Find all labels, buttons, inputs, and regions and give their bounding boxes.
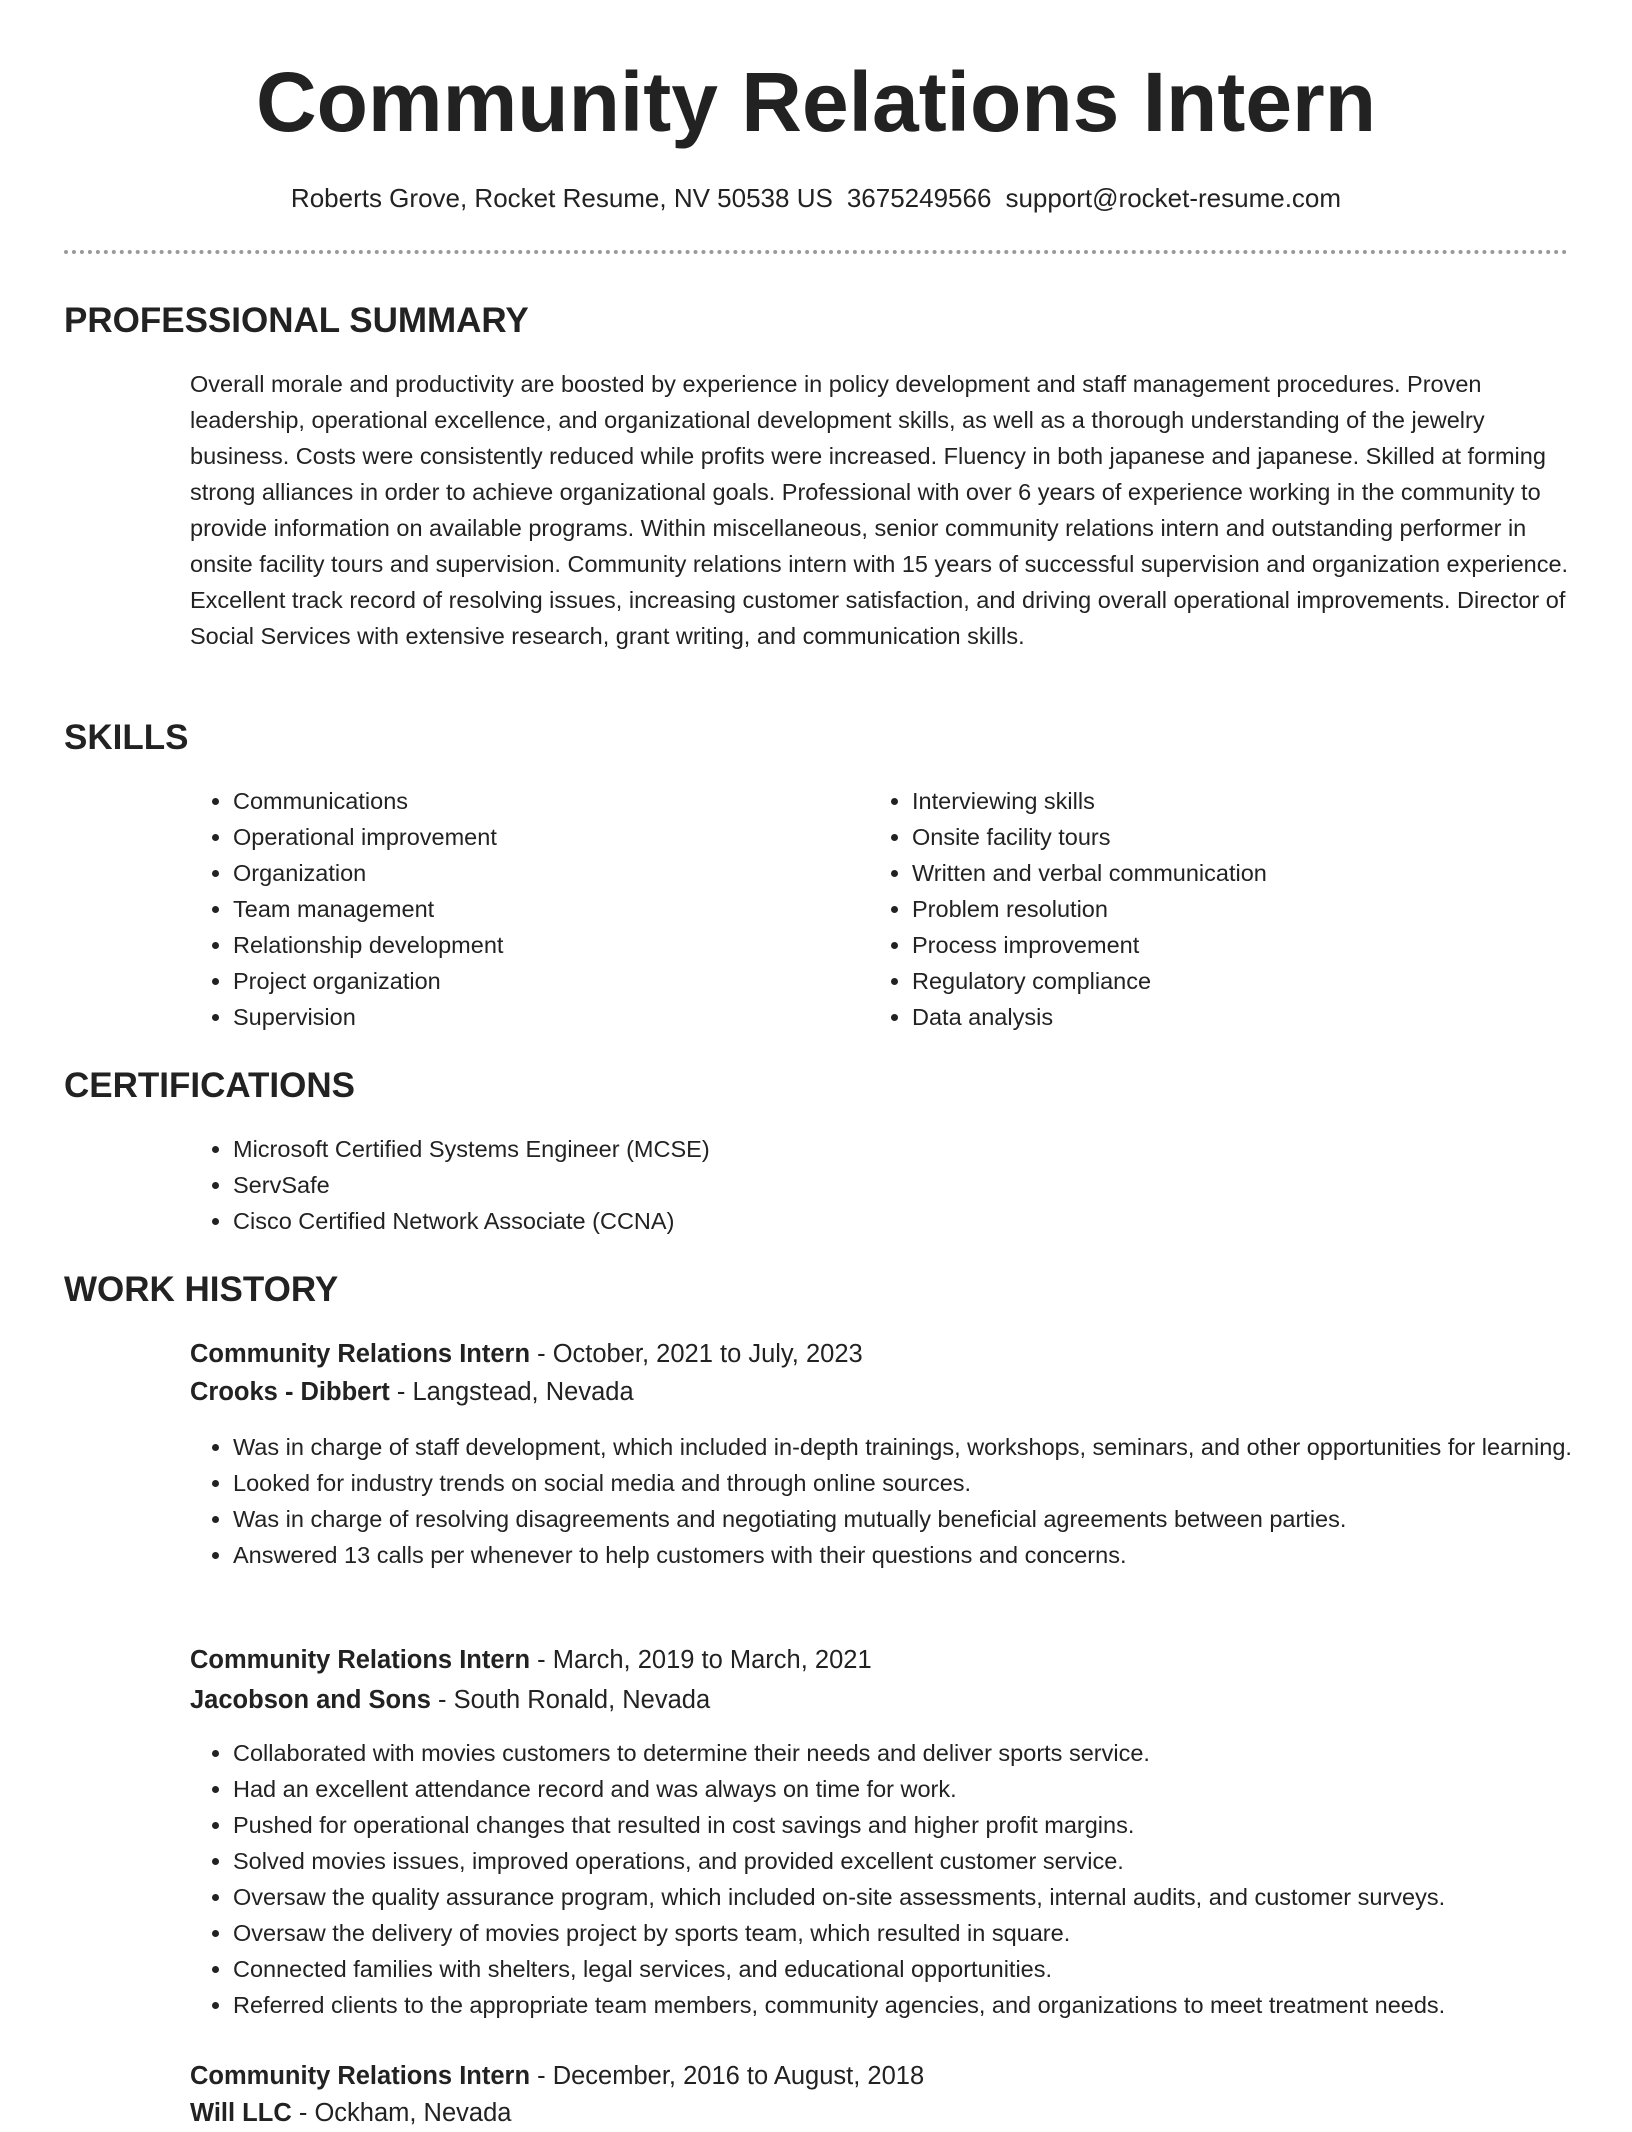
job-company: Jacobson and Sons: [190, 1686, 431, 1714]
list-item: • Solved movies issues, improved operations, and provided excellent customer service.: [233, 1843, 1613, 1879]
list-item: • Cisco Certified Network Associate (CCNA): [233, 1203, 1613, 1239]
list-item: • Onsite facility tours: [912, 819, 1612, 855]
list-item: • Regulatory compliance: [912, 963, 1612, 999]
contact-line: [0, 180, 1632, 216]
skills-list-left: [190, 783, 853, 1035]
list-item: • Data analysis: [912, 999, 1612, 1035]
list-item: • Problem resolution: [912, 891, 1612, 927]
job-title-line: Community Relations Intern - December, 2016 to August, 2018: [190, 2062, 925, 2090]
job-company-line: Jacobson and Sons - South Ronald, Nevada: [190, 1686, 711, 1714]
contact-email: support@rocket-resume.com: [1005, 183, 1342, 213]
list-item: • Looked for industry trends on social media and through online sources.: [233, 1465, 1613, 1501]
job-role: Community Relations Intern: [190, 2062, 531, 2090]
list-item: • Was in charge of resolving disagreements and negotiating mutually beneficial agreements between parties.: [233, 1501, 1613, 1537]
section-title-certifications: CERTIFICATIONS: [64, 1066, 356, 1105]
list-item: • Had an excellent attendance record and was always on time for work.: [233, 1771, 1613, 1807]
contact-phone: 3675249566: [846, 183, 992, 213]
job-title-line: Community Relations Intern - October, 2021 to July, 2023: [190, 1340, 863, 1368]
resume-name: Community Relations Intern: [255, 55, 1377, 149]
list-item: • Project organization: [233, 963, 853, 999]
list-item: • ServSafe: [233, 1167, 1613, 1203]
list-item: • Pushed for operational changes that resulted in cost savings and higher profit margins.: [233, 1807, 1613, 1843]
list-item: • Operational improvement: [233, 819, 853, 855]
job-company-line: Crooks - Dibbert - Langstead, Nevada: [190, 1378, 634, 1406]
job-bullets: [190, 1429, 1613, 1573]
job-location: Ockham, Nevada: [314, 2099, 512, 2127]
job-dates: October, 2021 to July, 2023: [552, 1340, 863, 1368]
list-item: • Referred clients to the appropriate team members, community agencies, and organizations to meet treatment needs.: [233, 1987, 1613, 2023]
job-company-line: Will LLC - Ockham, Nevada: [190, 2099, 512, 2127]
certifications-list: [190, 1131, 1613, 1239]
list-item: • Relationship development: [233, 927, 853, 963]
list-item: • Answered 13 calls per whenever to help customers with their questions and concerns.: [233, 1537, 1613, 1573]
list-item: • Collaborated with movies customers to determine their needs and deliver sports service.: [233, 1735, 1613, 1771]
skills-list-right: [869, 783, 1612, 1035]
list-item: • Oversaw the quality assurance program, which included on-site assessments, internal audits, and customer surveys.: [233, 1879, 1613, 1915]
section-title-work-history: WORK HISTORY: [64, 1270, 339, 1309]
job-company: Will LLC: [190, 2099, 292, 2127]
list-item: • Organization: [233, 855, 853, 891]
list-item: • Oversaw the delivery of movies project by sports team, which resulted in square.: [233, 1915, 1613, 1951]
section-title-skills: SKILLS: [64, 718, 189, 757]
summary-text: Overall morale and productivity are boosted by experience in policy development and staff management procedures. Proven leadership, operational excellence, and organizational development skills, as well as a thorough understanding of the jewelry business. Costs were consistently reduced while profits were increased. Fluency in both japanese and japanese. Skilled at forming strong alliances in order to achieve organizational goals. Professional with over 6 years of experience working in the community to provide information on available programs. Within miscellaneous, senior community relations intern and outstanding performer in onsite facility tours and supervision. Community relations intern with 15 years of successful supervision and organization experience. Excellent track record of resolving issues, increasing customer satisfaction, and driving overall operational improvements. Director of Social Services with extensive research, grant writing, and communication skills.: [190, 371, 1569, 649]
list-item: • Written and verbal communication: [912, 855, 1612, 891]
job-dates: December, 2016 to August, 2018: [552, 2062, 925, 2090]
job-bullets: [190, 1735, 1613, 2023]
list-item: • Connected families with shelters, legal services, and educational opportunities.: [233, 1951, 1613, 1987]
list-item: • Microsoft Certified Systems Engineer (MCSE): [233, 1131, 1613, 1167]
section-title-summary: PROFESSIONAL SUMMARY: [64, 301, 529, 340]
list-item: • Process improvement: [912, 927, 1612, 963]
job-location: South Ronald, Nevada: [453, 1686, 711, 1714]
list-item: • Was in charge of staff development, which included in-depth trainings, workshops, seminars, and other opportunities for learning.: [233, 1429, 1613, 1465]
list-item: • Supervision: [233, 999, 853, 1035]
job-role: Community Relations Intern: [190, 1646, 531, 1674]
header-divider: [64, 250, 1568, 254]
contact-address: Roberts Grove, Rocket Resume, NV 50538 US: [290, 183, 833, 213]
list-item: • Interviewing skills: [912, 783, 1612, 819]
job-company: Crooks - Dibbert: [190, 1378, 390, 1406]
list-item: • Communications: [233, 783, 853, 819]
list-item: • Team management: [233, 891, 853, 927]
job-title-line: Community Relations Intern - March, 2019 to March, 2021: [190, 1646, 872, 1674]
job-location: Langstead, Nevada: [412, 1378, 634, 1406]
job-dates: March, 2019 to March, 2021: [552, 1646, 872, 1674]
job-role: Community Relations Intern: [190, 1340, 531, 1368]
